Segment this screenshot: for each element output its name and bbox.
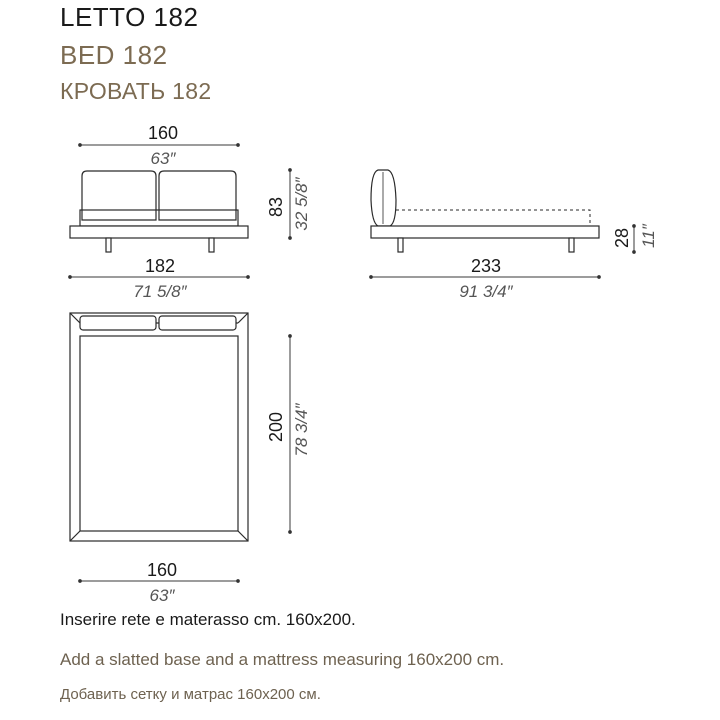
plan-length-cm: 200 bbox=[266, 411, 286, 443]
side-leg-left bbox=[398, 238, 403, 252]
plan-right-cushion bbox=[159, 316, 236, 330]
side-length-cm: 233 bbox=[470, 256, 502, 276]
plan-view bbox=[70, 313, 290, 581]
side-height-in: 11″ bbox=[639, 224, 658, 248]
front-base-width-in: 71 5/8″ bbox=[133, 282, 187, 301]
note-italian: Inserire rete e materasso cm. 160x200. bbox=[60, 610, 356, 629]
front-height-cm: 83 bbox=[266, 196, 286, 218]
front-left-cushion bbox=[82, 171, 156, 220]
note-russian: Добавить сетку и матрас 160x200 см. bbox=[60, 686, 321, 703]
title-italian: LETTO 182 bbox=[60, 2, 199, 32]
plan-length-in: 78 3/4″ bbox=[292, 403, 311, 457]
title-russian: КРОВАТЬ 182 bbox=[60, 78, 212, 104]
front-right-cushion bbox=[159, 171, 236, 220]
side-backrest-cushion bbox=[371, 170, 396, 226]
side-height-cm: 28 bbox=[612, 227, 632, 249]
front-height-in: 32 5/8″ bbox=[292, 177, 311, 231]
side-bed-base bbox=[371, 226, 599, 238]
side-mattress-outline bbox=[396, 210, 590, 226]
front-view bbox=[70, 145, 290, 277]
front-leg-right bbox=[209, 238, 214, 252]
plan-left-cushion bbox=[80, 316, 156, 330]
plan-outer-frame bbox=[70, 313, 248, 541]
front-leg-left bbox=[106, 238, 111, 252]
side-leg-right bbox=[569, 238, 574, 252]
note-english: Add a slatted base and a mattress measuring 160x200 cm. bbox=[60, 650, 505, 669]
side-length-in: 91 3/4″ bbox=[459, 282, 513, 301]
plan-width-cm: 160 bbox=[146, 560, 178, 580]
front-width-cm: 160 bbox=[147, 123, 179, 143]
plan-inner-frame bbox=[80, 336, 238, 531]
front-bed-base bbox=[70, 226, 248, 238]
front-base-width-cm: 182 bbox=[144, 256, 176, 276]
front-width-in: 63″ bbox=[150, 149, 176, 168]
title-english: BED 182 bbox=[60, 40, 168, 70]
side-view bbox=[371, 170, 634, 277]
plan-width-in: 63″ bbox=[149, 586, 175, 605]
